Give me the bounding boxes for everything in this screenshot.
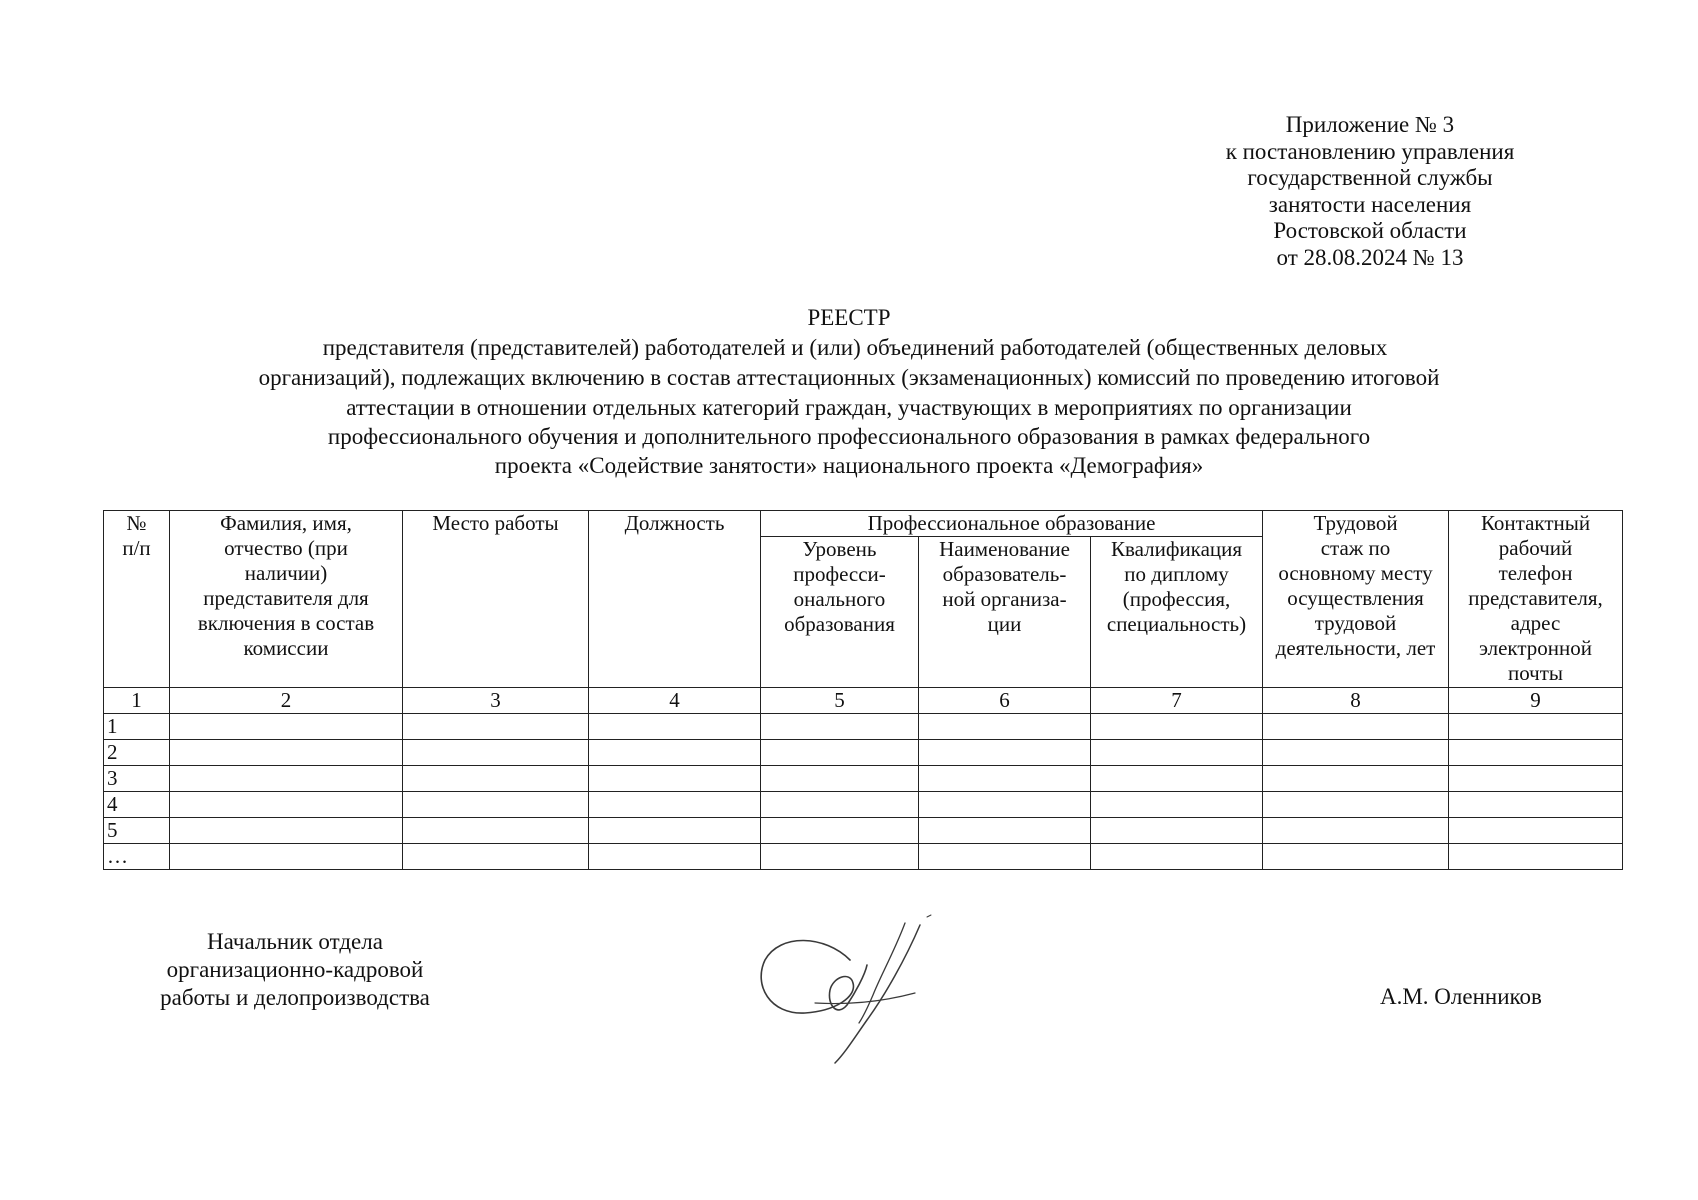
column-number: 2 <box>170 688 403 714</box>
subtitle-line: организаций), подлежащих включению в состав аттестационных (экзаменационных) комиссий по проведению итоговой <box>258 365 1440 390</box>
appendix-line: Приложение № 3 <box>1285 112 1455 137</box>
table-row <box>104 818 1623 844</box>
table-cell <box>1263 766 1449 792</box>
table-cell <box>919 818 1091 844</box>
table-row <box>104 714 1623 740</box>
table-cell <box>170 818 403 844</box>
signer-title <box>130 928 460 1012</box>
column-number: 4 <box>589 688 761 714</box>
table-cell <box>761 792 919 818</box>
table-cell <box>403 714 589 740</box>
column-number: 8 <box>1263 688 1449 714</box>
subtitle-line: профессионального обучения и дополнительного профессионального образования в рамках федерального <box>327 424 1371 449</box>
subtitle-line: проекта «Содействие занятости» национального проекта «Демография» <box>494 453 1204 478</box>
header-contacts: Контактный рабочий телефон представителя, адрес электронной почты <box>1449 511 1623 688</box>
table-cell <box>1449 818 1623 844</box>
table-cell <box>1449 844 1623 870</box>
table-row <box>104 792 1623 818</box>
table-cell <box>761 766 919 792</box>
appendix-line: к постановлению управления <box>1225 138 1515 164</box>
header-position: Должность <box>589 511 761 688</box>
table-cell <box>1091 844 1263 870</box>
handwritten-signature <box>755 905 955 1065</box>
header-edu-org: Наименование образователь- ной организа- ции <box>919 537 1091 688</box>
row-number: 2 <box>104 740 170 766</box>
table-cell <box>170 740 403 766</box>
subtitle-line: представителя (представителей) работодателей и (или) объединений работодателей (общественных деловых <box>322 335 1388 360</box>
signer-title-line: организационно-кадровой <box>166 957 424 982</box>
table-cell <box>403 844 589 870</box>
column-number: 1 <box>104 688 170 714</box>
header-workplace: Место работы <box>403 511 589 688</box>
header-prof-education: Профессиональное образование <box>761 511 1263 537</box>
table-cell <box>761 844 919 870</box>
table-cell <box>1091 740 1263 766</box>
table-row <box>104 740 1623 766</box>
table-cell <box>403 818 589 844</box>
table-cell <box>1091 714 1263 740</box>
table-cell <box>1449 740 1623 766</box>
appendix-block <box>1160 112 1580 271</box>
header-qualification: Квалификация по диплому (профессия, специальность) <box>1091 537 1263 688</box>
table-row <box>104 844 1623 870</box>
table-cell <box>1091 818 1263 844</box>
table-cell <box>761 740 919 766</box>
row-number: 3 <box>104 766 170 792</box>
table-cell <box>403 766 589 792</box>
table-row <box>104 766 1623 792</box>
table-cell <box>919 714 1091 740</box>
row-number: 5 <box>104 818 170 844</box>
signer-title-line: Начальник отдела <box>207 929 383 954</box>
table-cell <box>403 740 589 766</box>
header-fio: Фамилия, имя, отчество (при наличии) представителя для включения в состав комиссии <box>170 511 403 688</box>
header-num: № п/п <box>104 511 170 688</box>
registry-table <box>103 510 1623 870</box>
table-cell <box>589 740 761 766</box>
signer-title-line: работы и делопроизводства <box>160 985 430 1010</box>
table-cell <box>170 714 403 740</box>
table-cell <box>589 792 761 818</box>
row-number: 1 <box>104 714 170 740</box>
column-number: 7 <box>1091 688 1263 714</box>
column-number: 9 <box>1449 688 1623 714</box>
column-number: 3 <box>403 688 589 714</box>
appendix-line: государственной службы <box>1247 165 1493 190</box>
table-cell <box>1263 818 1449 844</box>
appendix-line: от 28.08.2024 № 13 <box>1276 244 1464 270</box>
header-experience: Трудовой стаж по основному месту осуществления трудовой деятельности, лет <box>1263 511 1449 688</box>
table-cell <box>170 844 403 870</box>
table-cell <box>1449 792 1623 818</box>
appendix-line: Ростовской области <box>1273 218 1467 243</box>
subtitle-line: аттестации в отношении отдельных категорий граждан, участвующих в мероприятиях по организации <box>346 395 1352 420</box>
column-number-row <box>104 688 1623 714</box>
table-cell <box>170 766 403 792</box>
table-cell <box>403 792 589 818</box>
table-cell <box>1263 714 1449 740</box>
signer-name: А.М. Оленников <box>1380 984 1542 1009</box>
table-cell <box>919 766 1091 792</box>
appendix-line: занятости населения <box>1268 191 1472 217</box>
table-cell <box>170 792 403 818</box>
table-cell <box>1263 792 1449 818</box>
table-cell <box>589 714 761 740</box>
table-cell <box>919 844 1091 870</box>
table-cell <box>589 766 761 792</box>
table-cell <box>761 818 919 844</box>
document-title: РЕЕСТР <box>807 305 891 330</box>
table-cell <box>1263 844 1449 870</box>
row-number: 4 <box>104 792 170 818</box>
table-cell <box>1091 766 1263 792</box>
table-cell <box>1091 792 1263 818</box>
table-cell <box>589 818 761 844</box>
table-cell <box>1263 740 1449 766</box>
column-number: 5 <box>761 688 919 714</box>
table-cell <box>919 740 1091 766</box>
table-cell <box>761 714 919 740</box>
table-cell <box>919 792 1091 818</box>
row-number: … <box>104 844 170 870</box>
table-cell <box>1449 766 1623 792</box>
header-edu-level: Уровень професси- онального образования <box>761 537 919 688</box>
table-cell <box>1449 714 1623 740</box>
column-number: 6 <box>919 688 1091 714</box>
table-cell <box>589 844 761 870</box>
